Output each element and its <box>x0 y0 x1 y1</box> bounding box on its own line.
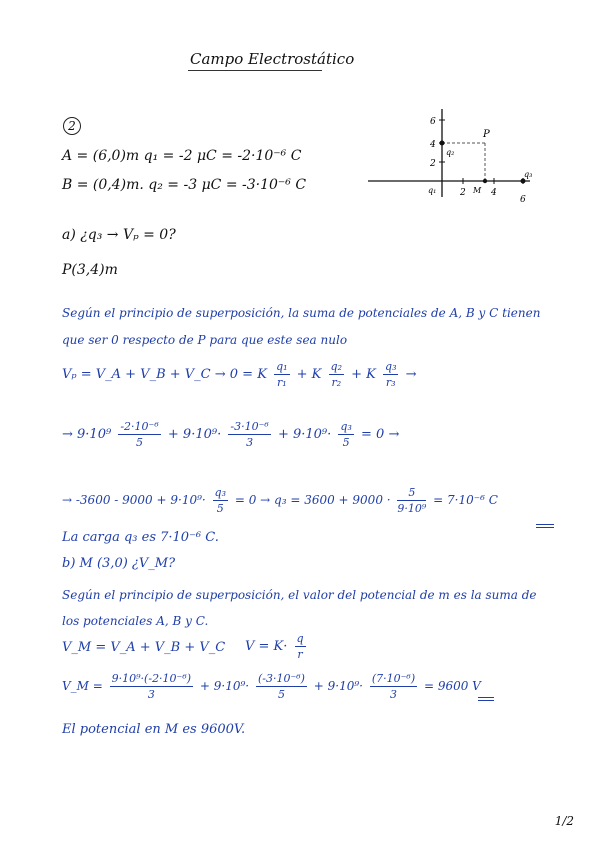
part-b-explanation-2: los potenciales A, B y C. <box>62 614 209 628</box>
eq2-f1-num: -2·10⁻⁶ <box>120 420 159 433</box>
coordinate-diagram <box>360 105 540 205</box>
page-number: 1/2 <box>554 814 574 828</box>
part-b-result: El potencial en M es 9600V. <box>62 722 246 737</box>
y-tick-2: 2 <box>430 159 436 169</box>
eq2-mid2: + 9·10⁹· <box>277 427 332 442</box>
given-A: A = (6,0)m q₁ = -2 μC = -2·10⁻⁶ C <box>62 148 302 164</box>
eq1-f1-num: q₁ <box>276 360 288 373</box>
b-eq2-end: = 9600 V <box>423 679 481 693</box>
x-tick-6: 6 <box>520 195 526 205</box>
eq2-f2-num: -3·10⁻⁶ <box>230 420 269 433</box>
part-a-explanation-2: que ser 0 respecto de P para que este sea nulo <box>62 333 348 347</box>
eq2-f3-den: 5 <box>342 436 350 449</box>
part-a-equation-2 <box>62 420 399 449</box>
part-b-question: b) M (3,0) ¿V_M? <box>62 556 176 571</box>
eq2-end: = 0 → <box>361 427 400 442</box>
result-mark-b-2 <box>478 700 494 701</box>
eq3-f2-den: 9·10⁹ <box>397 502 427 515</box>
part-a-point: P(3,4)m <box>62 262 118 278</box>
eq3-pre: → -3600 - 9000 + 9·10⁹· <box>62 493 206 507</box>
eq2-mid1: + 9·10⁹· <box>167 427 222 442</box>
part-b-equation-1: V_M = V_A + V_B + V_C <box>62 640 226 655</box>
eq3-f1-num: q₃ <box>214 486 226 499</box>
page-title: Campo Electrostático <box>190 50 355 68</box>
potential-formula-num: q <box>296 632 304 645</box>
b-eq2-f1-den: 3 <box>147 688 155 701</box>
eq3-mid: = 0 → q₃ = 3600 + 9000 · <box>234 493 391 507</box>
label-q2: q₂ <box>446 148 455 157</box>
title-underline <box>188 70 322 71</box>
eq1-f2-num: q₂ <box>330 360 342 373</box>
part-a-explanation-1: Según el principio de superposición, la suma de potenciales de A, B y C tienen <box>62 306 541 320</box>
b-eq2-f1-num: 9·10⁹·(-2·10⁻⁶) <box>111 672 192 685</box>
part-b-explanation-1: Según el principio de superposición, el valor del potencial de m es la suma de <box>62 588 537 602</box>
eq1-left: Vₚ = V_A + V_B + V_C → 0 = K <box>62 367 267 382</box>
question-number: 2 <box>63 117 81 135</box>
x-tick-2: 2 <box>460 188 466 198</box>
b-eq2-f2-num: (-3·10⁻⁶) <box>257 672 305 685</box>
point-M <box>483 179 487 183</box>
result-mark-a-1 <box>536 524 554 525</box>
b-eq2-mid2: + 9·10⁹· <box>313 679 363 693</box>
label-P: P <box>483 129 490 140</box>
result-mark-b-1 <box>478 697 494 698</box>
eq2-f3-num: q₃ <box>340 420 352 433</box>
part-a-question: a) ¿q₃ → Vₚ = 0? <box>62 227 176 243</box>
label-q1: q₁ <box>428 186 437 195</box>
eq1-f3-den: r₃ <box>385 376 396 389</box>
part-b-equation-2 <box>62 672 481 701</box>
y-tick-4: 4 <box>430 140 436 150</box>
eq2-f2-den: 3 <box>246 436 254 449</box>
label-M: M <box>473 186 482 195</box>
eq1-f2-den: r₂ <box>331 376 342 389</box>
eq1-f1-den: r₁ <box>276 376 287 389</box>
part-a-equation-3 <box>62 486 498 515</box>
b-eq2-f3-num: (7·10⁻⁶) <box>371 672 416 685</box>
potential-formula-left: V = K· <box>245 639 288 654</box>
part-b-potential-formula <box>245 632 309 661</box>
eq3-f1-den: 5 <box>216 502 224 515</box>
eq3-end: = 7·10⁻⁶ C <box>433 493 498 507</box>
eq2-f1-den: 5 <box>136 436 144 449</box>
eq3-f2-num: 5 <box>397 486 426 501</box>
x-tick-4: 4 <box>491 188 497 198</box>
eq1-f3-num: q₃ <box>385 360 397 373</box>
b-eq2-mid1: + 9·10⁹· <box>199 679 250 693</box>
b-eq2-pre: V_M = <box>62 679 103 693</box>
b-eq2-f2-den: 5 <box>277 688 285 701</box>
given-B: B = (0,4)m. q₂ = -3 μC = -3·10⁻⁶ C <box>62 177 307 193</box>
eq2-pre: → 9·10⁹ <box>62 427 112 442</box>
label-q3: q₃ <box>524 170 533 179</box>
b-eq2-f3-den: 3 <box>389 688 397 701</box>
part-a-equation-1: Vₚ = V_A + V_B + V_C → 0 = K $\frac{\text{q₁}}{\text{r₁}}$ + K $\frac{\text{q₂}}{\text{r₂}}$ + K $\frac{\text{q₃}}{\text{r₃}}$ → <box>62 360 417 389</box>
potential-formula-den: r <box>297 648 303 661</box>
result-mark-a-2 <box>536 527 554 528</box>
y-tick-6: 6 <box>430 117 436 127</box>
part-a-result: La carga q₃ es 7·10⁻⁶ C. <box>62 530 219 545</box>
